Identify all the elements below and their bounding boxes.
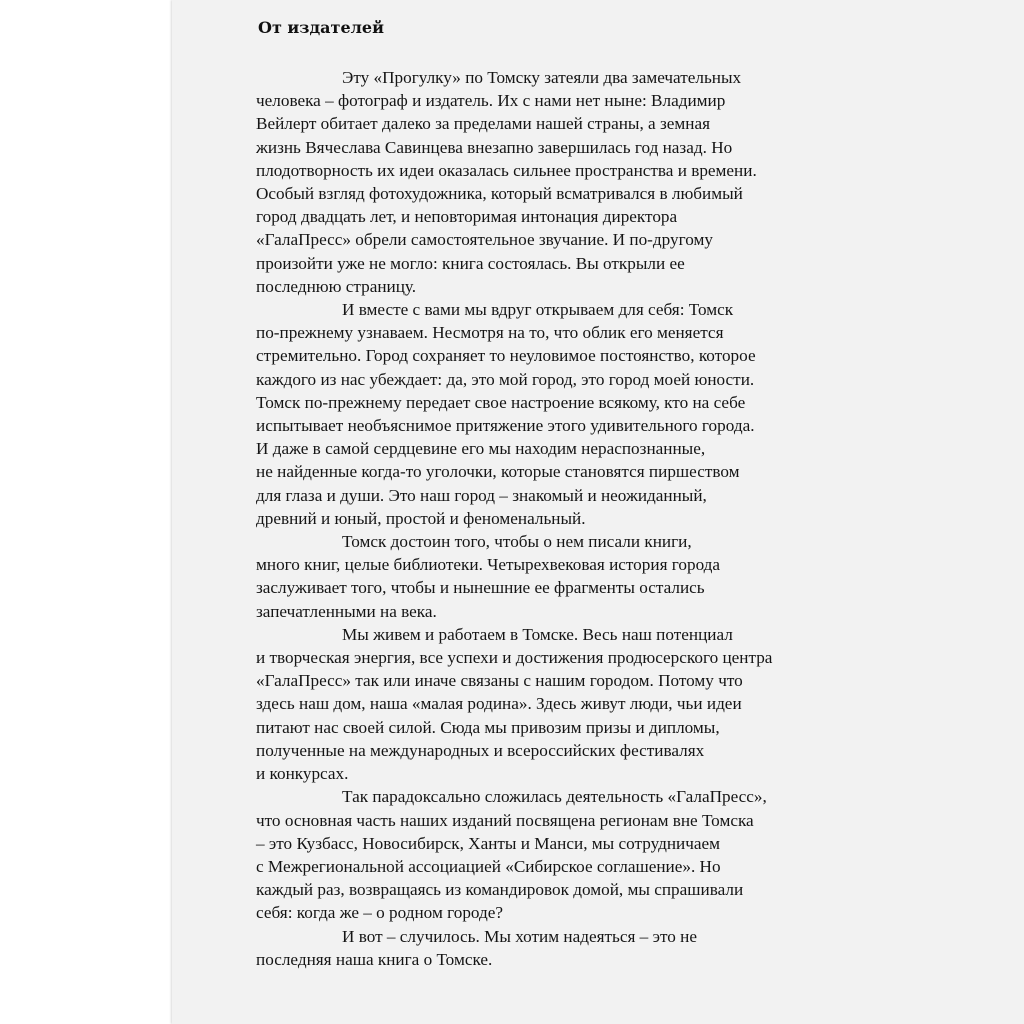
text-line: Вейлерт обитает далеко за пределами нашей страны, а земная: [256, 114, 710, 134]
text-line: последнюю страницу.: [256, 276, 417, 296]
text-line: – это Кузбасс, Новосибирск, Ханты и Манси, мы сотрудничаем: [256, 833, 721, 853]
text-line: что основная часть наших изданий посвящена регионам вне Томска: [256, 810, 754, 830]
text-line: Томск по-прежнему передает свое настроение всякому, кто на себе: [256, 392, 746, 412]
body-text: [256, 66, 786, 971]
text-line: человека – фотограф и издатель. Их с нами нет ныне: Владимир: [256, 91, 726, 111]
text-line: стремительно. Город сохраняет то неуловимое постоянство, которое: [256, 346, 756, 366]
text-line: И даже в самой сердцевине его мы находим нераспознанные,: [256, 439, 706, 459]
text-line: испытывает необъяснимое притяжение этого удивительного города.: [256, 416, 755, 436]
text-line: Томск достоин того, чтобы о нем писали книги,: [342, 532, 692, 552]
text-line: И вот – случилось. Мы хотим надеяться – это не: [342, 926, 697, 946]
text-line: последняя наша книга о Томске.: [256, 949, 493, 969]
text-line: жизнь Вячеслава Савинцева внезапно завершилась год назад. Но: [256, 137, 733, 157]
text-line: здесь наш дом, наша «малая родина». Здесь живут люди, чьи идеи: [256, 694, 742, 714]
text-line: и конкурсах.: [256, 764, 349, 784]
text-line: себя: когда же – о родном городе?: [256, 903, 504, 923]
text-line: Так парадоксально сложилась деятельность «ГалаПресс»,: [342, 787, 767, 807]
text-line: не найденные когда-то уголочки, которые становятся пиршеством: [256, 462, 740, 482]
text-line: И вместе с вами мы вдруг открываем для себя: Томск: [342, 300, 734, 320]
text-line: Мы живем и работаем в Томске. Весь наш потенциал: [342, 624, 733, 644]
page-heading: От издателей: [258, 18, 384, 37]
text-line: плодотворность их идеи оказалась сильнее пространства и времени.: [256, 160, 757, 180]
text-line: заслуживает того, чтобы и нынешние ее фрагменты остались: [256, 578, 705, 598]
text-line: «ГалаПресс» обрели самостоятельное звучание. И по-другому: [256, 230, 713, 250]
text-line: много книг, целые библиотеки. Четырехвековая история города: [256, 555, 721, 575]
text-line: древний и юный, простой и феноменальный.: [256, 508, 586, 528]
text-line: Особый взгляд фотохудожника, который всматривался в любимый: [256, 184, 743, 204]
text-line: полученные на международных и всероссийских фестивалях: [256, 740, 705, 760]
text-line: и творческая энергия, все успехи и достижения продюсерского центра: [256, 648, 773, 668]
text-line: питают нас своей силой. Сюда мы привозим призы и дипломы,: [256, 717, 720, 737]
text-line: каждый раз, возвращаясь из командировок домой, мы спрашивали: [256, 880, 744, 900]
text-line: Эту «Прогулку» по Томску затеяли два замечательных: [342, 68, 742, 87]
text-line: произойти уже не могло: книга состоялась. Вы открыли ее: [256, 253, 685, 273]
text-line: по-прежнему узнаваем. Несмотря на то, что облик его меняется: [256, 323, 724, 343]
text-line: с Межрегиональной ассоциацией «Сибирское соглашение». Но: [256, 856, 721, 876]
text-line: для глаза и души. Это наш город – знакомый и неожиданный,: [256, 485, 707, 505]
text-line: запечатленными на века.: [256, 601, 437, 621]
text-line: каждого из нас убеждает: да, это мой город, это город моей юности.: [256, 369, 755, 389]
text-line: город двадцать лет, и неповторимая интонация директора: [256, 207, 678, 227]
text-line: «ГалаПресс» так или иначе связаны с нашим городом. Потому что: [256, 671, 743, 691]
